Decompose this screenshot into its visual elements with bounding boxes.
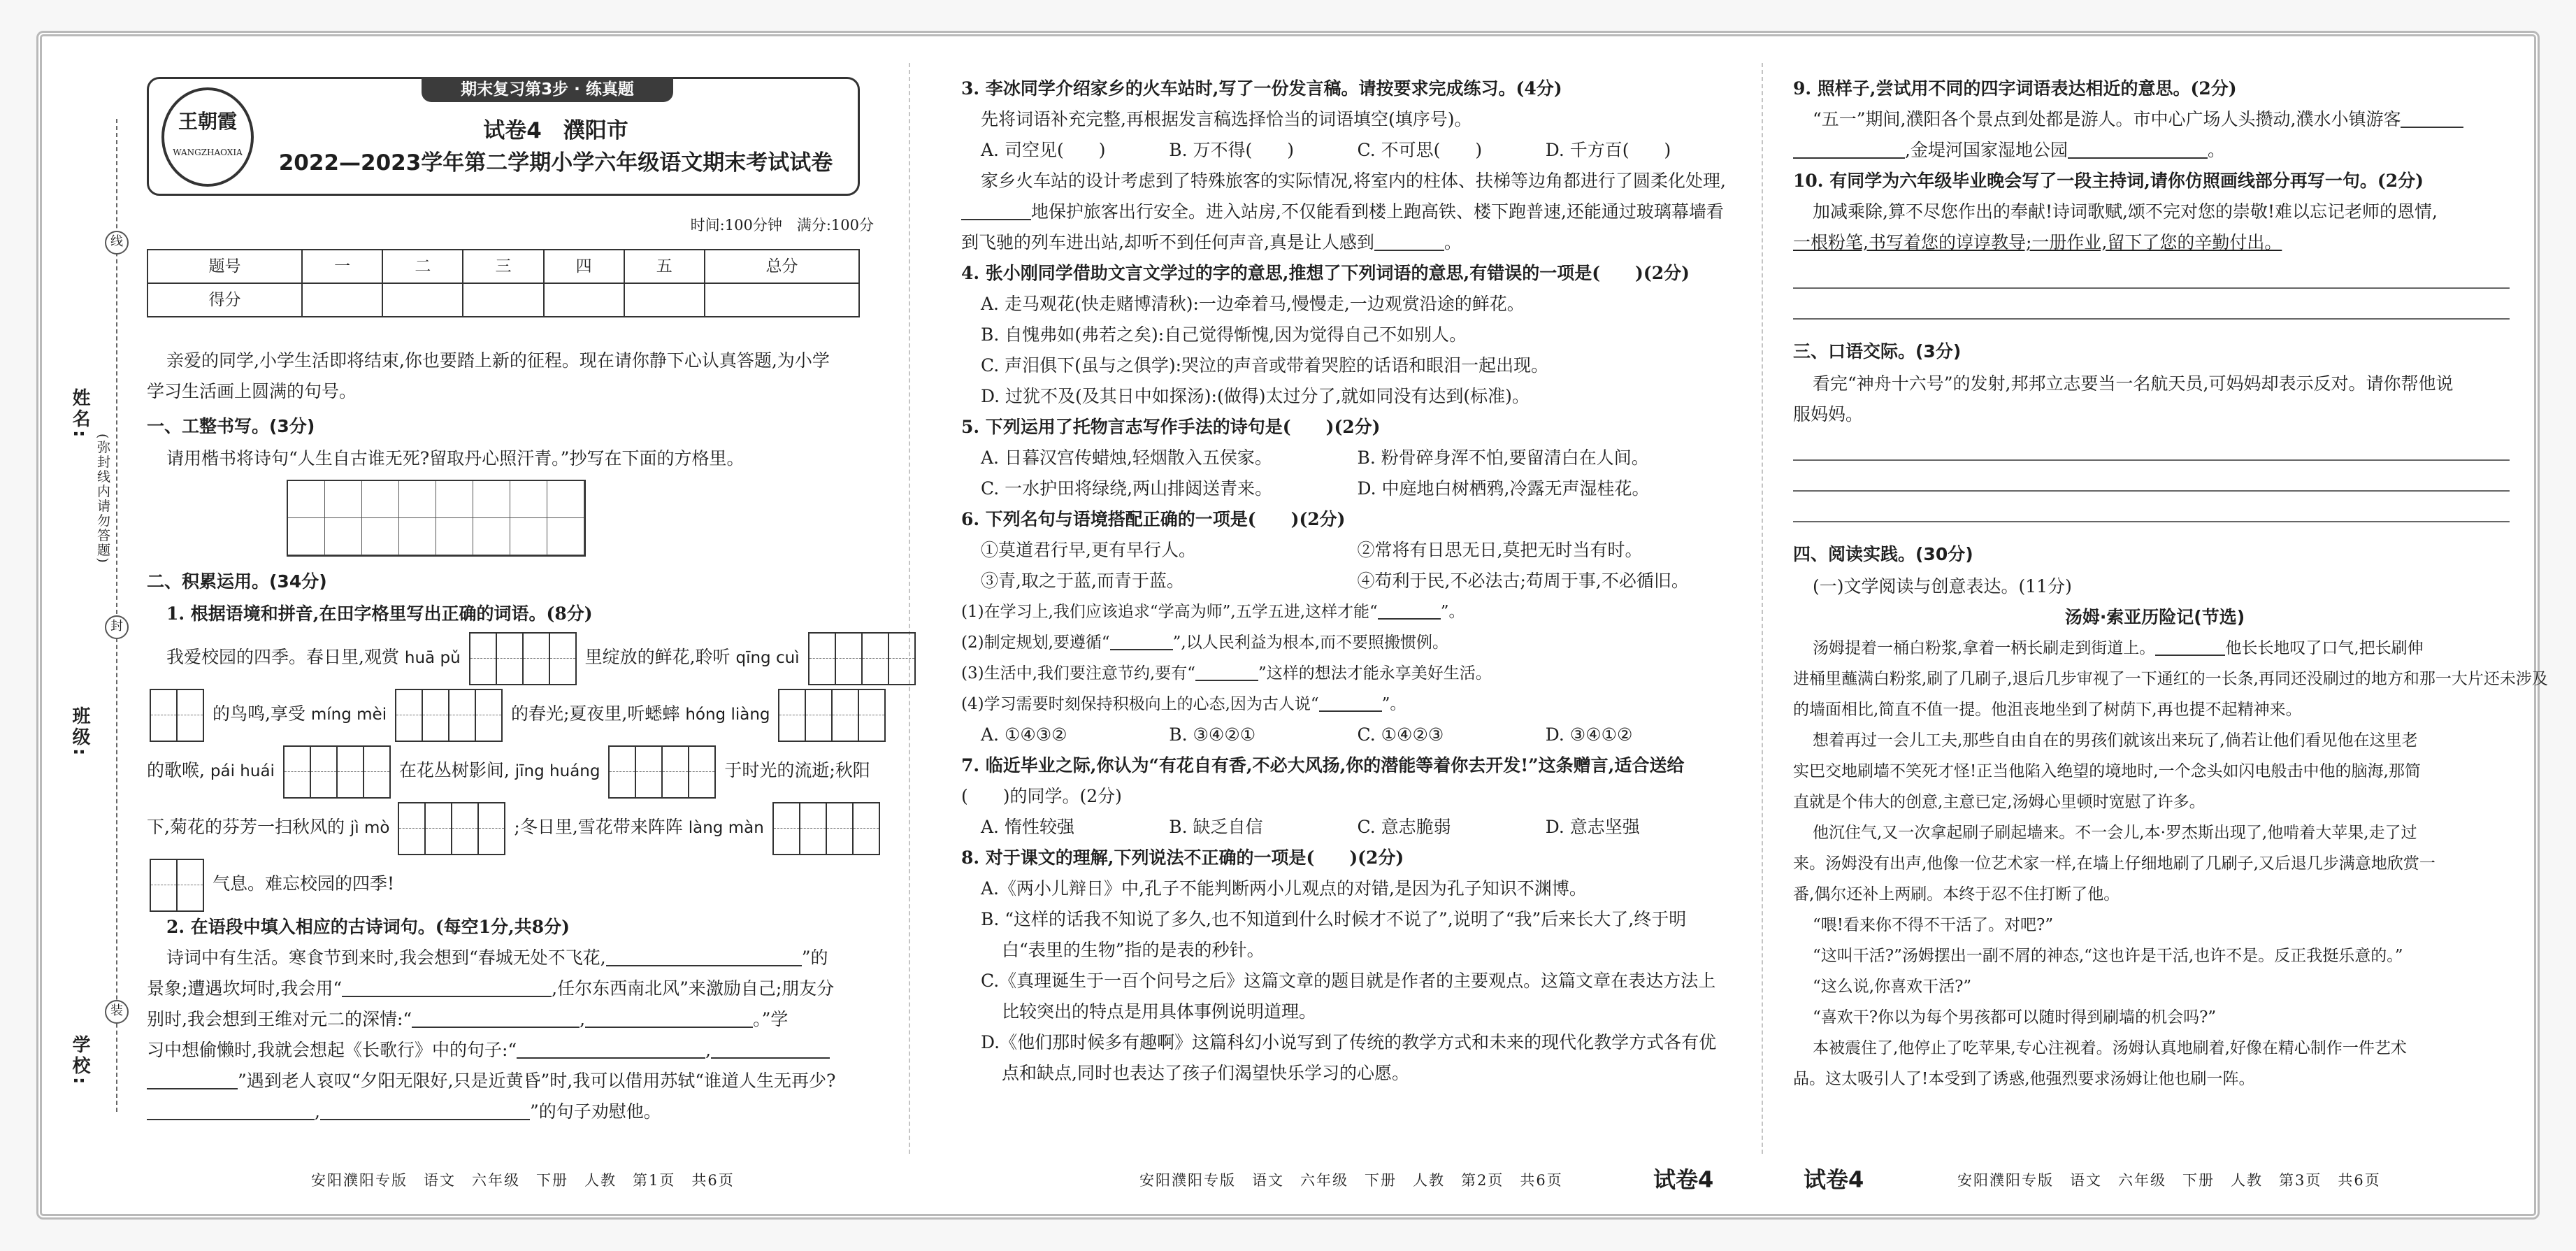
exam-header [147, 77, 860, 196]
question-text: 看完“神舟十六号”的发射,邦邦立志要当一名航天员,可妈妈却表示反对。请你帮他说 [1813, 373, 2454, 394]
option-continued: 点和缺点,同时也表达了孩子们渴望快乐学习的心愿。 [1002, 1063, 1409, 1083]
context-text: (2)制定规划,要遵循“ [961, 634, 1110, 652]
question-6: 6. 下列名句与语境搭配正确的一项是( )(2分) [961, 509, 1346, 529]
option[interactable]: B. ③④②① [1169, 724, 1256, 745]
passage-text: 的鸟鸣,享受 [212, 703, 305, 724]
answer-blank[interactable] [342, 976, 552, 997]
question-text: 服妈妈。 [1793, 404, 1864, 424]
paper-tag: 试卷4 [1804, 1166, 1864, 1193]
score-table [147, 249, 860, 317]
answer-blank[interactable] [2401, 107, 2463, 128]
story-line: 想着再过一会儿工夫,那些自由自在的男孩们就该出来玩了,倘若让他们看见他在这里老 [1813, 731, 2418, 750]
score-header: 二 [382, 250, 463, 283]
section-3-heading: 三、口语交际。(3分) [1793, 341, 1962, 362]
logo-text: 王朝霞 [178, 110, 237, 133]
passage-text: 别时,我会想到王维对元二的深情:“ [147, 1009, 412, 1029]
story-line: 品。这太吸引人了!本受到了诱惑,他强烈要求汤姆让他也刷一阵。 [1793, 1070, 2255, 1088]
passage-text: 里绽放的鲜花,聆听 [584, 647, 731, 667]
word-grid[interactable] [608, 745, 716, 799]
exam-title: 2022—2023学年第二学期小学六年级语文期末考试试卷 [278, 150, 833, 176]
answer-blank[interactable] [1195, 660, 1258, 681]
passage-text: 在花丛树影间, [398, 760, 510, 780]
passage-text: ”遇到老人哀叹“夕阳无限好,只是近黄昏”时,我可以借用苏轼“谁道人生无再少? [238, 1071, 836, 1091]
paper-number: 试卷4 濮阳市 [483, 118, 628, 143]
word-grid[interactable] [778, 689, 886, 742]
seal-char-2: 封 [105, 615, 129, 639]
answer-blank[interactable] [1378, 599, 1441, 620]
passage-text: 诗词中有生活。寒食节到来时,我会想到“春城无处不飞花, [166, 948, 606, 968]
option[interactable]: D. 中庭地白树栖鸦,冷露无声湿桂花。 [1357, 478, 1650, 499]
story-line: 来。汤姆没有出声,他像一位艺术家一样,在墙上仔细地刷了几刷子,又后退几步满意地欣赏一 [1793, 855, 2435, 873]
option[interactable]: C. 意志脆弱 [1357, 817, 1451, 837]
question-3: 3. 李冰同学介绍家乡的火车站时,写了一份发言稿。请按要求完成练习。(4分) [961, 78, 1562, 99]
option[interactable]: A.《两小儿辩日》中,孔子不能判断两小儿观点的对错,是因为孔子知识不渊博。 [981, 878, 1587, 899]
story-line: “这么说,你喜欢干活?” [1813, 978, 1972, 996]
passage-text: 景象;遭遇坎坷时,我会用“ [147, 978, 343, 999]
question-5: 5. 下列运用了托物言志写作手法的诗句是( )(2分) [961, 417, 1381, 437]
score-cell[interactable] [302, 283, 382, 317]
answer-blank[interactable] [2155, 635, 2225, 656]
answer-blank[interactable] [606, 945, 802, 966]
passage-text: ;冬日里,雪花带来阵阵 [514, 817, 683, 837]
question-text: 请用楷书将诗句“人生自古谁无死?留取丹心照汗青。”抄写在下面的方格里。 [166, 448, 744, 469]
story-line: 进桶里蘸满白粉浆,刷了几刷子,退后几步审视了一下通红的一长条,再同还没刷过的地方和那一大片还未涉及 [1793, 670, 2548, 688]
story-line: 番,偶尔还补上两刷。本终于忍不住打断了他。 [1793, 885, 2120, 903]
story-line: 他长长地叹了口气,把长刷伸 [2225, 639, 2424, 657]
question-7: 7. 临近毕业之际,你认为“有花自有香,不必大风扬,你的潜能等着你去开发!”这条赠言,适合送给 [961, 755, 1685, 775]
passage-text: 于时光的流逝;秋阳 [724, 760, 870, 780]
passage-text: 地保护旅客出行安全。进入站房,不仅能看到楼上跑高铁、楼下跑普速,还能通过玻璃幕墙看 [1031, 201, 1724, 222]
word-grid[interactable] [395, 689, 503, 742]
context-text: ”这样的想法才能永享美好生活。 [1258, 664, 1492, 682]
time-score-line: 时间:100分钟 满分:100分 [690, 217, 874, 234]
page-1: 期末复习第3步 · 练真题 王朝霞 WANGZHAOXIA 试卷4 濮阳市 2022—2023学年第二学期小学六年级语文期末考试试卷 时间:100分钟 满分:100分 题号 一 二 三 四 五 总分 得分 亲爱的同学,小学生活即将结束,你也要踏上新的征程。现在请你静下心认真答题,为小学 学习生活画上圆满的句号。 一、工整书写。(3分) 请用楷书将诗句“人生自古谁无死?留取丹心照汗青。”抄写在下面的方格里。 二、积累运用。(34分) 1. 根据语境和拼音,在田字格里写出正确的词语。(8分) 我爱校园的四季。春日里,观赏 huā pǔ 里绽放的鲜花,聆听 qīng cuì 的鸟鸣,享受 míng mèi 的春光;夏夜里,听蟋蟀 hóng liàng 的歌喉, pái huái 在花丛树影间, jīng huáng 于时光的流逝;秋阳 下,菊花的芬芳一扫秋风的 jì mò ;冬日里,雪花带来阵阵 làng màn 气息。难忘校园的四季! 2. 在语段中填入相应的古诗词句。(每空1分,共8分) 诗词中有生活。寒食节到来时,我会想到“春城无处不飞花, ”的 景象;遭遇坎坷时,我会用“ ,任尔东西南北风”来激励自己;朋友分 别时,我会想到王维对元二的深情:“ , 。”学 习中想偷懒时,我就会想起《长歌行》中的句子:“ , ”遇到老人哀叹“夕阳无限好,只是近黄昏”时,我可以借用苏轼“谁道人生无再少? , ”的句子劝慰他。 [147, 77, 874, 1127]
word-grid[interactable] [808, 632, 916, 685]
option[interactable]: D. ③④①② [1545, 724, 1633, 745]
option[interactable]: D. 过犹不及(及其日中如探汤):(做得)太过分了,就如同没有达到(标准)。 [981, 386, 1530, 406]
option[interactable]: C. 声泪俱下(虽与之俱学):哭泣的声音或带着哭腔的话语和眼泪一起出现。 [981, 355, 1549, 376]
answer-blank[interactable] [1374, 230, 1444, 251]
option[interactable]: A. 走马观花(快走赌博清秋):一边牵着马,慢慢走,一边观赏沿途的鲜花。 [981, 294, 1525, 314]
score-header: 一 [302, 250, 382, 283]
passage-text: 。”学 [753, 1009, 789, 1029]
option[interactable]: B. 万不得( ) [1169, 140, 1295, 160]
passage-text: 到飞驰的列车进出站,却听不到任何声音,真是让人感到 [961, 232, 1374, 252]
question-9: 9. 照样子,尝试用不同的四字词语表达相近的意思。(2分) [1793, 78, 2237, 99]
handwriting-grid[interactable] [287, 480, 586, 557]
score-header: 总分 [705, 250, 859, 283]
school-label: 学校: [69, 1035, 90, 1087]
pinyin: hóng liàng [685, 706, 770, 724]
answer-blank[interactable] [711, 1038, 830, 1059]
option[interactable]: B. 自愧弗如(弗若之矣):自己觉得惭愧,因为觉得自己不如别人。 [981, 324, 1467, 345]
answer-blank[interactable] [1110, 629, 1173, 650]
answer-blank[interactable] [2068, 138, 2208, 159]
page-3: 9. 照样子,尝试用不同的四字词语表达相近的意思。(2分) “五一”期间,濮阳各个景点到处都是游人。市中心广场人头攒动,濮水小镇游客 ,金堤河国家湿地公园 。 10. 有同学为六年级毕业晚会写了一段主持词,请你仿照画线部分再写一句。(2分) 加减乘除,算不尽您作出的奉献!诗词歌赋,颂不完对您的崇敬!难以忘记老师的恩情, 一根粉笔,书写着您的谆谆教导;一册作业,留下了您的辛勤付出。 三、口语交际。(3分) 看完“神舟十六号”的发射,邦邦立志要当一名航天员,可妈妈却表示反对。请你帮他说 服妈妈。 四、阅读实践。(30分) (一)文学阅读与创意表达。(11分) 汤姆·索亚历险记(节选) 汤姆提着一桶白粉浆,拿着一柄长刷走到街道上。 他长长地叹了口气,把长刷伸 进桶里蘸满白粉浆,刷了几刷子,退后几步审视了一下通红的一长条,再同还没刷过的地方和那一大片还未涉及 的墙面相比,简直不值一提。他沮丧地坐到了树荫下,再也提不起精神来。 想着再过一会儿工夫,那些自由自在的男孩们就该出来玩了,倘若让他们看见他在这里老 实巴交地刷墙不笑死才怪!正当他陷入绝望的境地时,一个念头如闪电般击中他的脑海,那简 直就是个伟大的创意,主意已定,汤姆心里顿时宽慰了许多。 他沉住气,又一次拿起刷子刷起墙来。不一会儿,本·罗杰斯出现了,他啃着大苹果,走了过 来。汤姆没有出声,他像一位艺术家一样,在墙上仔细地刷了几刷子,又后退几步满意地欣赏一 番,偶尔还补上两刷。本终于忍不住打断了他。 “喂!看来你不得不干活了。对吧?” “这叫干活?”汤姆摆出一副不屑的神态,“这也许是干活,也许不是。反正我挺乐意的。” “这么说,你喜欢干活?” “喜欢干?你以为每个男孩都可以随时得到刷墙的机会吗?” 本被震住了,他停止了吃苹果,专心注视着。汤姆认真地刷着,好像在精心制作一件艺术 品。这太吸引人了!本受到了诱惑,他强烈要求汤姆让他也刷一阵。 [1793, 73, 2517, 1094]
option[interactable]: D. 意志坚强 [1545, 817, 1640, 837]
quote-item: ④苟利于民,不必法古;苟周于事,不必循旧。 [1357, 571, 1689, 591]
option[interactable]: A. 司空见( ) [981, 140, 1106, 160]
option[interactable]: C.《真理诞生于一百个问号之后》这篇文章的题目就是作者的主要观点。这篇文章在表达方法上 [981, 971, 1716, 991]
answer-line[interactable] [1793, 461, 2510, 492]
score-cell[interactable] [544, 283, 624, 317]
page-footer: 安阳濮阳专版 语文 六年级 下册 人教 第2页 共6页 [1139, 1172, 1563, 1189]
answer-blank[interactable] [585, 1007, 753, 1028]
subsection-heading: (一)文学阅读与创意表达。(11分) [1813, 576, 2072, 596]
passage-text: 下,菊花的芬芳一扫秋风的 [147, 817, 345, 837]
section-2-heading: 二、积累运用。(34分) [147, 571, 327, 592]
story-line: “喜欢干?你以为每个男孩都可以随时得到刷墙的机会吗?” [1813, 1008, 2217, 1027]
page-separator [1762, 63, 1763, 1154]
pinyin: jīng huáng [515, 762, 600, 780]
question-2: 2. 在语段中填入相应的古诗词句。(每空1分,共8分) [166, 917, 570, 937]
option[interactable]: C. 一水护田将绿绕,两山排闼送青来。 [981, 478, 1273, 499]
name-label: 姓名: [69, 388, 90, 441]
pinyin: jì mò [350, 819, 390, 837]
question-10: 10. 有同学为六年级毕业晚会写了一段主持词,请你仿照画线部分再写一句。(2分) [1793, 171, 2424, 191]
quote-item: ①莫道君行早,更有早行人。 [981, 540, 1196, 560]
context-text: (4)学习需要时刻保持积极向上的心态,因为古人说“ [961, 695, 1319, 713]
question-4: 4. 张小刚同学借助文言文学过的字的意思,推想了下列词语的意思,有错误的一项是( )(2分) [961, 263, 1690, 283]
score-cell[interactable] [705, 283, 859, 317]
context-text: (1)在学习上,我们应该追求“学高为师”,五学五进,这样才能“ [961, 603, 1378, 621]
option[interactable]: B. 粉骨碎身浑不怕,要留清白在人间。 [1357, 448, 1649, 468]
story-passage [1793, 633, 2548, 1094]
underlined-text: 一根粉笔,书写着您的谆谆教导;一册作业,留下了您的辛勤付出。 [1793, 232, 2282, 252]
option[interactable]: A. 惰性较强 [981, 817, 1074, 837]
passage-text: , [705, 1040, 712, 1060]
pinyin-paragraph [147, 629, 874, 912]
paper-tag: 试卷4 [1653, 1166, 1714, 1193]
passage-text: 家乡火车站的设计考虑到了特殊旅客的实际情况,将室内的柱体、扶梯等边角都进行了圆柔化处理, [981, 171, 1726, 191]
score-cell[interactable] [382, 283, 463, 317]
answer-blank[interactable] [320, 1099, 530, 1120]
option[interactable]: C. 不可思( ) [1357, 140, 1483, 160]
publisher-logo [161, 87, 254, 187]
word-grid[interactable] [150, 859, 204, 912]
question-text: 先将词语补充完整,再根据发言稿选择恰当的词语填空(填序号)。 [981, 109, 1472, 129]
passage-text: 的春光;夏夜里,听蟋蟀 [511, 703, 680, 724]
answer-line[interactable] [1793, 289, 2510, 320]
passage-text: “五一”期间,濮阳各个景点到处都是游人。市中心广场人头攒动,濮水小镇游客 [1813, 109, 2401, 129]
score-cell[interactable] [624, 283, 705, 317]
passage-text: ,任尔东西南北风”来激励自己;朋友分 [552, 978, 835, 999]
passage-text: 的歌喉, [147, 760, 205, 780]
question-8: 8. 对于课文的理解,下列说法不正确的一项是( )(2分) [961, 848, 1404, 868]
story-line: “喂!看来你不得不干活了。对吧?” [1813, 916, 2054, 934]
score-header: 五 [624, 250, 705, 283]
pinyin: qīng cuì [735, 649, 800, 667]
pinyin: míng mèi [310, 706, 387, 724]
intro-line: 学习生活画上圆满的句号。 [147, 381, 357, 401]
answer-line[interactable] [1793, 492, 2510, 522]
answer-blank[interactable] [147, 1099, 315, 1120]
story-title: 汤姆·索亚历险记(节选) [2064, 607, 2245, 627]
passage-text: ,金堤河国家湿地公园 [1905, 140, 2068, 160]
step-tab: 期末复习第3步 · 练真题 [422, 77, 673, 102]
score-row-label: 得分 [147, 283, 302, 317]
passage-text: 我爱校园的四季。春日里,观赏 [166, 647, 399, 667]
passage-text: 气息。难忘校园的四季! [212, 873, 395, 894]
question-1: 1. 根据语境和拼音,在田字格里写出正确的词语。(8分) [166, 603, 593, 624]
score-header: 四 [544, 250, 624, 283]
logo-sub: WANGZHAOXIA [173, 148, 243, 157]
quote-item: ③青,取之于蓝,而青于蓝。 [981, 571, 1184, 591]
answer-blank[interactable] [1319, 691, 1382, 712]
option-continued: 白“表里的生物”指的是表的秒针。 [1002, 940, 1265, 960]
answer-blank[interactable] [1793, 138, 1905, 159]
answer-blank[interactable] [412, 1007, 580, 1028]
story-line: 本被震住了,他停止了吃苹果,专心注视着。汤姆认真地刷着,好像在精心制作一件艺术 [1813, 1039, 2407, 1057]
option[interactable]: A. 日暮汉宫传蜡烛,轻烟散入五侯家。 [981, 448, 1272, 468]
story-line: 实巴交地刷墙不笑死才怪!正当他陷入绝望的境地时,一个念头如闪电般击中他的脑海,那简 [1793, 762, 2421, 780]
pinyin: huā pǔ [404, 649, 461, 667]
option-continued: 比较突出的特点是用具体事例说明道理。 [1002, 1001, 1317, 1022]
answer-blank[interactable] [961, 199, 1031, 220]
passage-text: ”的 [801, 948, 828, 968]
option[interactable]: C. ①④②③ [1357, 724, 1444, 745]
page-separator [909, 63, 910, 1154]
section-4-heading: 四、阅读实践。(30分) [1793, 544, 1973, 564]
pinyin: pái huái [210, 762, 275, 780]
question-text: ( )的同学。(2分) [961, 786, 1122, 806]
seal-char-1: 线 [105, 231, 129, 255]
answer-blank[interactable] [517, 1038, 705, 1059]
passage-text: 习中想偷懒时,我就会想起《长歌行》中的句子:“ [147, 1040, 517, 1060]
page-footer: 安阳濮阳专版 语文 六年级 下册 人教 第1页 共6页 [311, 1172, 735, 1189]
answer-line[interactable] [1793, 258, 2510, 289]
page-footer: 安阳濮阳专版 语文 六年级 下册 人教 第3页 共6页 [1957, 1172, 2381, 1189]
passage-text: ”的句子劝慰他。 [529, 1101, 661, 1122]
option[interactable]: B. 缺乏自信 [1169, 817, 1263, 837]
pinyin: làng màn [688, 819, 764, 837]
story-line: 汤姆提着一桶白粉浆,拿着一柄长刷走到街道上。 [1813, 639, 2156, 657]
word-grid[interactable] [398, 802, 505, 855]
word-grid[interactable] [772, 802, 880, 855]
option[interactable]: D. 千方百( ) [1545, 140, 1671, 160]
story-line: 的墙面相比,简直不值一提。他沮丧地坐到了树荫下,再也提不起精神来。 [1793, 701, 2302, 719]
story-line: 他沉住气,又一次拿起刷子刷起墙来。不一会儿,本·罗杰斯出现了,他啃着大苹果,走了过 [1813, 824, 2417, 842]
option[interactable]: A. ①④③② [981, 724, 1067, 745]
score-cell[interactable] [463, 283, 543, 317]
class-label: 班级: [69, 706, 90, 759]
score-header: 三 [463, 250, 543, 283]
word-grid[interactable] [150, 689, 204, 742]
answer-blank[interactable] [147, 1068, 238, 1089]
answer-line[interactable] [1793, 430, 2510, 461]
option[interactable]: B. “这样的话我不知说了多久,也不知道到什么时候才不说了”,说明了“我”后来长大了,终于明 [981, 909, 1687, 929]
story-line: 直就是个伟大的创意,主意已定,汤姆心里顿时宽慰了许多。 [1793, 793, 2206, 811]
page-2: 3. 李冰同学介绍家乡的火车站时,写了一份发言稿。请按要求完成练习。(4分) 先将词语补充完整,再根据发言稿选择恰当的词语填空(填序号)。 A. 司空见( ) B. 万不得( ) C. 不可思( ) D. 千方百( ) 家乡火车站的设计考虑到了特殊旅客的实际情况,将室内的柱体、扶梯等边角都进行了圆柔化处理, 地保护旅客出行安全。进入站房,不仅能看到楼上跑高铁、楼下跑普速,还能通过玻璃幕墙看 到飞驰的列车进出站,却听不到任何声音,真是让人感到 。 4. 张小刚同学借助文言文学过的字的意思,推想了下列词语的意思,有错误的一项是( )(2分) A. 走马观花(快走赌博清秋):一边牵着马,慢慢走,一边观赏沿途的鲜花。 B. 自愧弗如(弗若之矣):自己觉得惭愧,因为觉得自己不如别人。 C. 声泪俱下(虽与之俱学):哭泣的声音或带着哭腔的话语和眼泪一起出现。 D. 过犹不及(及其日中如探汤):(做得)太过分了,就如同没有达到(标准)。 5. 下列运用了托物言志写作手法的诗句是( )(2分) A. 日暮汉宫传蜡烛,轻烟散入五侯家。 B. 粉骨碎身浑不怕,要留清白在人间。 C. 一水护田将绿绕,两山排闼送青来。 D. 中庭地白树栖鸦,冷露无声湿桂花。 6. 下列名句与语境搭配正确的一项是( )(2分) ①莫道君行早,更有早行人。 ②常将有日思无日,莫把无时当有时。 ③青,取之于蓝,而青于蓝。 ④苟利于民,不必法古;苟周于事,不必循旧。 (1)在学习上,我们应该追求“学高为师”,五学五进,这样才能“ ”。 (2)制定规划,要遵循“ ”,以人民利益为根本,而不要照搬惯例。 (3)生活中,我们要注意节约,要有“ ”这样的想法才能永享美好生活。 (4)学习需要时刻保持积极向上的心态,因为古人说“ ”。 A. ①④③② B. ③④②① C. ①④②③ D. ③④①② 7. 临近毕业之际,你认为“有花自有香,不必大风扬,你的潜能等着你去开发!”这条赠言,适合送给 ( )的同学。(2分) A. 惰性较强 B. 缺乏自信 C. 意志脆弱 D. 意志坚强 8. 对于课文的理解,下列说法不正确的一项是( )(2分) A.《两小儿辩日》中,孔子不能判断两小儿观点的对错,是因为孔子知识不渊博。 B. “这样的话我不知说了多久,也不知道到什么时候才不说了”,说明了“我”后来长大了,终于明 白“表里的生物”指的是表的秒针。 C.《真理诞生于一百个问号之后》这篇文章的题目就是作者的主要观点。这篇文章在表达方法上 比较突出的特点是用具体事例说明道理。 D.《他们那时候多有趣啊》这篇科幻小说写到了传统的教学方式和未来的现代化教学方式各有优 点和缺点,同时也表达了孩子们渴望快乐学习的心愿。 [961, 73, 1734, 1089]
word-grid[interactable] [283, 745, 391, 799]
context-text: ”,以人民利益为根本,而不要照搬惯例。 [1172, 634, 1449, 652]
score-header: 题号 [147, 250, 302, 283]
intro-line: 亲爱的同学,小学生活即将结束,你也要踏上新的征程。现在请你静下心认真答题,为小学 [166, 350, 830, 371]
context-text: (3)生活中,我们要注意节约,要有“ [961, 664, 1195, 682]
section-1-heading: 一、工整书写。(3分) [147, 416, 315, 436]
story-line: “这叫干活?”汤姆摆出一副不屑的神态,“这也许是干活,也许不是。反正我挺乐意的。” [1813, 947, 2403, 965]
passage-text: 加减乘除,算不尽您作出的奉献!诗词歌赋,颂不完对您的崇敬!难以忘记老师的恩情, [1813, 201, 2438, 222]
word-grid[interactable] [469, 632, 577, 685]
seal-char-3: 装 [105, 1000, 129, 1024]
quote-item: ②常将有日思无日,莫把无时当有时。 [1357, 540, 1643, 560]
option[interactable]: D.《他们那时候多有趣啊》这篇科幻小说写到了传统的教学方式和未来的现代化教学方式各有优 [981, 1032, 1717, 1052]
binding-note: (弥封线内请勿答题) [95, 434, 110, 564]
